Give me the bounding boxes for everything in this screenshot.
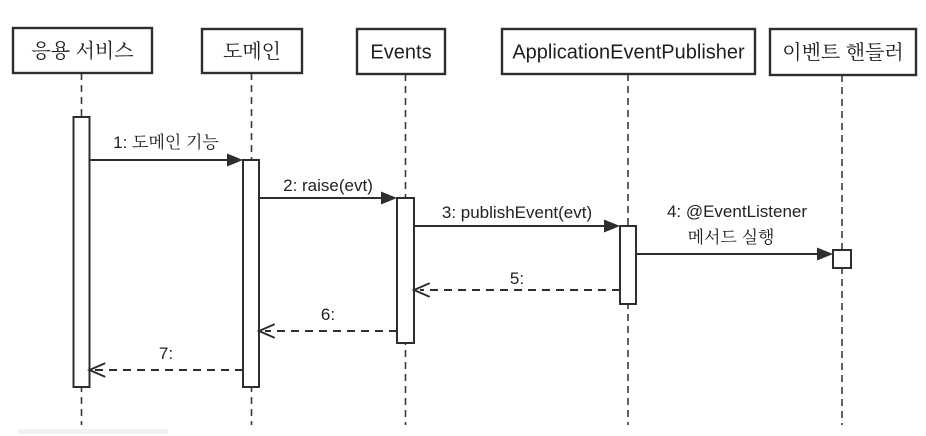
message-6 <box>259 305 397 338</box>
activation-domain <box>243 160 259 387</box>
message-2-label: 2: raise(evt) <box>283 176 373 195</box>
participant-application-event-publisher <box>502 29 755 74</box>
message-1-arrowhead-icon <box>227 154 243 167</box>
participant-label-app-service: 응용 서비스 <box>31 40 134 63</box>
message-2-arrowhead-icon <box>381 192 397 205</box>
activation-event-handler <box>833 250 851 268</box>
participant-label-application-event-publisher: ApplicationEventPublisher <box>512 41 745 64</box>
scan-artifact <box>18 429 168 434</box>
message-4-label-line2: 메서드 실행 <box>687 228 775 247</box>
participant-label-event-handler: 이벤트 핸들러 <box>782 42 904 64</box>
message-4-label-line1: 4: @EventListener <box>666 202 808 221</box>
activation-app-service <box>74 117 90 387</box>
message-7 <box>90 344 244 377</box>
message-3-label: 3: publishEvent(evt) <box>441 203 593 222</box>
message-4 <box>636 202 833 261</box>
message-3 <box>414 203 620 233</box>
message-7-label: 7: <box>158 344 174 363</box>
participant-domain <box>202 29 302 73</box>
participant-label-events: Events <box>370 41 432 64</box>
message-4-arrowhead-icon <box>817 248 833 261</box>
message-2 <box>259 176 397 205</box>
message-5 <box>414 269 620 297</box>
activation-events <box>397 198 414 343</box>
message-3-arrowhead-icon <box>604 220 620 233</box>
message-1-label: 1: 도메인 기능 <box>113 133 219 152</box>
participant-app-service <box>13 28 152 73</box>
participant-event-handler <box>770 29 916 75</box>
participant-label-domain: 도메인 <box>223 41 281 63</box>
message-1 <box>90 132 244 167</box>
activation-application-event-publisher <box>620 226 636 304</box>
message-6-label: 6: <box>320 305 336 324</box>
participant-events <box>357 29 445 74</box>
message-5-label: 5: <box>509 269 525 288</box>
